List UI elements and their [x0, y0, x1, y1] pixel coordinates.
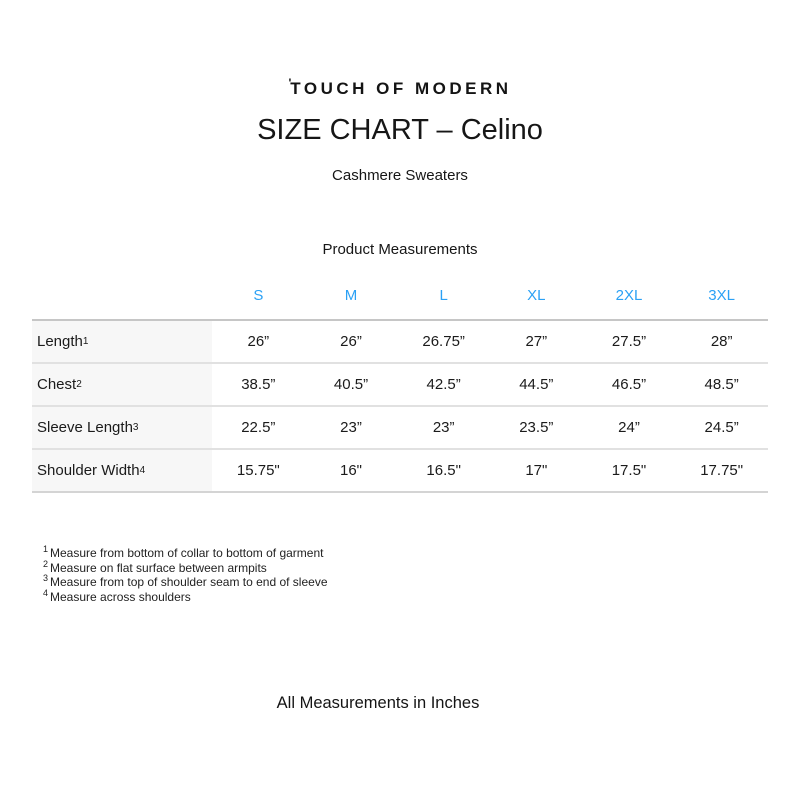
measurement-cell: 28”	[710, 333, 733, 350]
row-label: Chest 2	[32, 364, 212, 405]
measurement-cell: 26”	[340, 333, 362, 350]
row-label-text: Sleeve Length	[37, 419, 133, 436]
footnote-4	[43, 587, 328, 605]
row-label: Length 1	[32, 321, 212, 362]
measurement-cell: 24.5”	[704, 419, 739, 436]
product-subtitle: Cashmere Sweaters	[332, 167, 468, 184]
measurement-cell: 27.5”	[611, 333, 647, 350]
table-caption: Product Measurements	[322, 241, 478, 258]
footnote-text: Measure across shoulders	[50, 589, 191, 604]
footnote-text: Measure from top of shoulder seam to end of sleeve	[50, 575, 328, 590]
size-column-header-m: M	[344, 286, 358, 304]
footnote-sup: 1	[43, 544, 49, 554]
measurement-cell: 17.75"	[700, 462, 744, 479]
table-row-chest	[32, 364, 768, 407]
measurement-cell: 23.5”	[519, 419, 554, 436]
footnote-text: Measure from bottom of collar to bottom of garment	[50, 546, 324, 560]
footer-note: All Measurements in Inches	[276, 694, 480, 712]
row-label: Shoulder Width 4	[32, 450, 212, 491]
measurement-cell: 40.5”	[333, 376, 369, 393]
footnote-3	[43, 575, 328, 590]
measurement-cell: 26.75”	[422, 333, 465, 350]
table-body	[32, 319, 768, 493]
measurement-cell: 46.5”	[611, 376, 647, 393]
measurement-cell: 48.5”	[704, 376, 739, 393]
measurement-cell: 42.5”	[426, 376, 461, 393]
brand-logo	[0, 76, 800, 99]
table-row-sleeve-length	[32, 407, 768, 450]
size-column-header-3xl: 3XL	[708, 286, 735, 304]
footnote-1	[43, 546, 328, 561]
measurement-cell: 16.5"	[426, 462, 461, 479]
table-row-length	[32, 321, 768, 364]
row-label-text: Chest	[37, 376, 77, 393]
size-column-header-2xl: 2XL	[615, 286, 643, 304]
measurement-cell: 23”	[432, 419, 455, 436]
brand-logo-text: TOUCH OF MODERN	[290, 79, 512, 98]
logo-tick-mark: ʹ	[288, 76, 292, 90]
measurement-cell: 16"	[339, 462, 362, 479]
footnote-sup: 4	[43, 587, 49, 598]
table-row-shoulder-width	[32, 450, 768, 493]
measurement-cell: 27”	[525, 333, 548, 350]
size-chart-table	[32, 271, 768, 493]
measurement-cell: 38.5”	[241, 376, 276, 393]
measurement-cell: 17.5"	[611, 462, 647, 479]
footnote-sup: 2	[43, 558, 49, 569]
footnote-sup: 3	[43, 573, 49, 584]
row-label: Sleeve Length 3	[32, 407, 212, 448]
size-column-header-l: L	[439, 286, 448, 304]
measurement-cell: 23”	[340, 419, 362, 436]
footnote-text: Measure on flat surface between armpits	[50, 560, 267, 575]
measurement-cell: 26”	[247, 333, 270, 350]
measurement-cell: 44.5”	[519, 376, 554, 393]
footnotes-block	[43, 546, 328, 604]
measurement-cell: 15.75"	[236, 462, 280, 479]
size-column-header-s: S	[253, 286, 264, 304]
size-column-header-xl: XL	[527, 286, 546, 304]
measurement-cell: 17"	[525, 462, 548, 479]
measurement-cell: 22.5”	[241, 419, 276, 436]
measurement-cell: 24”	[618, 419, 640, 436]
size-header-row	[32, 271, 768, 319]
row-label-text: Shoulder Width	[37, 462, 140, 479]
row-label-text: Length	[37, 333, 83, 350]
footnote-2	[43, 558, 328, 576]
page-title: SIZE CHART – Celino	[257, 114, 543, 146]
